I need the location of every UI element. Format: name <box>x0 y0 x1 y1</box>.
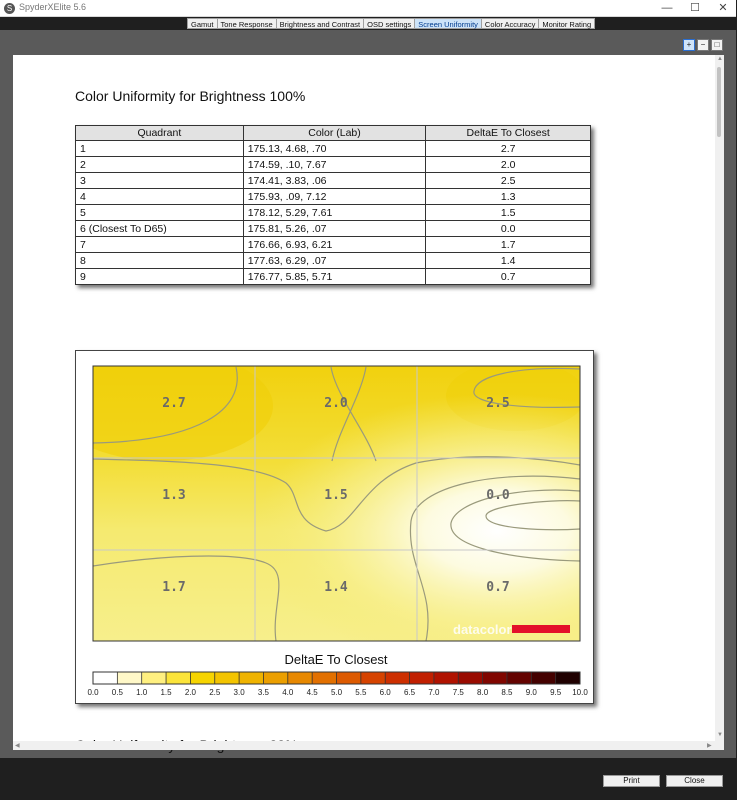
header-color-lab: Color (Lab) <box>243 126 426 141</box>
table-row <box>76 205 591 221</box>
quadrant-cell: 7 <box>76 237 244 253</box>
lab-cell: 175.81, 5.26, .07 <box>243 221 426 237</box>
legend-tick-label: 7.5 <box>452 688 464 697</box>
quadrant-cell: 8 <box>76 253 244 269</box>
bottom-bar <box>0 758 736 800</box>
scroll-left-icon[interactable]: ◀ <box>15 743 20 749</box>
table-row <box>76 141 591 157</box>
datacolor-watermark: datacolor <box>453 622 512 637</box>
legend-tick-label: 4.0 <box>282 688 294 697</box>
color-legend <box>87 672 588 697</box>
vertical-scroll-thumb[interactable] <box>717 67 721 137</box>
legend-swatch <box>507 672 532 684</box>
maximize-button[interactable]: ☐ <box>690 2 700 14</box>
report-tabs <box>187 18 595 29</box>
deltae-cell: 1.7 <box>426 237 591 253</box>
table-row <box>76 189 591 205</box>
uniformity-table <box>75 125 591 285</box>
quadrant-cell: 3 <box>76 173 244 189</box>
zoom-out-icon[interactable]: − <box>697 39 709 51</box>
table-row <box>76 173 591 189</box>
legend-swatch <box>531 672 556 684</box>
legend-tick-label: 8.5 <box>501 688 513 697</box>
legend-tick-label: 5.5 <box>355 688 367 697</box>
minimize-button[interactable]: — <box>661 2 673 14</box>
legend-swatch <box>166 672 191 684</box>
legend-swatch <box>410 672 435 684</box>
legend-tick-label: 1.0 <box>136 688 148 697</box>
lab-cell: 177.63, 6.29, .07 <box>243 253 426 269</box>
lab-cell: 174.59, .10, 7.67 <box>243 157 426 173</box>
legend-swatch <box>215 672 240 684</box>
lab-cell: 175.13, 4.68, .70 <box>243 141 426 157</box>
legend-swatch <box>142 672 167 684</box>
scroll-up-icon[interactable]: ▲ <box>717 56 723 62</box>
quadrant-cell: 6 (Closest To D65) <box>76 221 244 237</box>
deltae-cell: 2.0 <box>426 157 591 173</box>
tab-osd-settings[interactable]: OSD settings <box>363 18 414 29</box>
legend-swatch <box>312 672 337 684</box>
deltae-cell: 1.5 <box>426 205 591 221</box>
watermark-bar <box>512 625 570 633</box>
legend-swatch <box>93 672 118 684</box>
lab-cell: 175.93, .09, 7.12 <box>243 189 426 205</box>
legend-tick-label: 2.0 <box>184 688 196 697</box>
tab-brightness-and-contrast[interactable]: Brightness and Contrast <box>276 18 363 29</box>
legend-swatch <box>361 672 386 684</box>
legend-tick-label: 9.0 <box>525 688 537 697</box>
uniformity-table-box <box>75 125 591 285</box>
legend-tick-label: 6.5 <box>403 688 416 697</box>
legend-swatch <box>239 672 264 684</box>
legend-swatch <box>434 672 459 684</box>
deltae-cell: 0.0 <box>426 221 591 237</box>
legend-tick-label: 1.5 <box>160 688 172 697</box>
zoom-controls <box>683 39 723 51</box>
quadrant-cell: 1 <box>76 141 244 157</box>
quadrant-cell: 4 <box>76 189 244 205</box>
deltae-cell: 1.3 <box>426 189 591 205</box>
map-value-q2: 2.0 <box>324 396 348 411</box>
deltae-cell: 1.4 <box>426 253 591 269</box>
table-row <box>76 157 591 173</box>
legend-title: DeltaE To Closest <box>284 652 388 667</box>
print-button[interactable]: Print <box>603 775 660 787</box>
tab-screen-uniformity[interactable]: Screen Uniformity <box>414 18 481 29</box>
deltae-cell: 2.5 <box>426 173 591 189</box>
scroll-down-icon[interactable]: ▼ <box>717 732 723 738</box>
table-row <box>76 237 591 253</box>
content-area <box>0 30 736 758</box>
table-row <box>76 253 591 269</box>
quadrant-cell: 2 <box>76 157 244 173</box>
table-header-row <box>76 126 591 141</box>
legend-tick-label: 3.5 <box>257 688 270 697</box>
legend-swatch <box>385 672 410 684</box>
legend-tick-label: 0.5 <box>111 688 123 697</box>
deltae-cell: 0.7 <box>426 269 591 285</box>
legend-swatch <box>556 672 581 684</box>
tab-color-accuracy[interactable]: Color Accuracy <box>481 18 538 29</box>
map-value-q6: 0.0 <box>486 488 510 503</box>
zoom-fit-icon[interactable]: □ <box>711 39 723 51</box>
map-value-q3: 2.5 <box>486 396 510 411</box>
map-value-q1: 2.7 <box>162 396 186 411</box>
legend-swatch <box>288 672 313 684</box>
table-row <box>76 269 591 285</box>
horizontal-scrollbar[interactable] <box>13 741 724 750</box>
legend-swatch <box>458 672 483 684</box>
vertical-scrollbar[interactable] <box>715 55 724 741</box>
tab-bar <box>0 17 736 30</box>
legend-swatch <box>337 672 362 684</box>
lab-cell: 178.12, 5.29, 7.61 <box>243 205 426 221</box>
lab-cell: 174.41, 3.83, .06 <box>243 173 426 189</box>
tab-monitor-rating[interactable]: Monitor Rating <box>538 18 595 29</box>
report-page <box>13 55 715 741</box>
lab-cell: 176.66, 6.93, 6.21 <box>243 237 426 253</box>
map-value-q7: 1.7 <box>162 580 186 595</box>
quadrant-cell: 5 <box>76 205 244 221</box>
map-value-q9: 0.7 <box>486 580 510 595</box>
title-bar <box>0 0 736 17</box>
legend-swatch <box>263 672 288 684</box>
tab-tone-response[interactable]: Tone Response <box>217 18 276 29</box>
uniformity-map-box <box>75 350 594 704</box>
scroll-right-icon[interactable]: ▶ <box>707 743 712 749</box>
legend-tick-label: 7.0 <box>428 688 440 697</box>
legend-tick-label: 3.0 <box>233 688 245 697</box>
legend-tick-label: 10.0 <box>572 688 588 697</box>
app-logo-icon: S <box>4 3 15 14</box>
table-row <box>76 221 591 237</box>
window-title: SpyderXElite 5.6 <box>19 2 87 12</box>
legend-swatch <box>117 672 142 684</box>
legend-tick-label: 0.0 <box>87 688 99 697</box>
header-deltae: DeltaE To Closest <box>426 126 591 141</box>
legend-tick-label: 5.0 <box>330 688 343 697</box>
uniformity-map <box>76 351 593 703</box>
legend-tick-label: 6.0 <box>379 688 391 697</box>
close-window-button[interactable]: ✕ <box>718 2 728 14</box>
section-title-100: Color Uniformity for Brightness 100% <box>75 88 306 104</box>
map-value-q4: 1.3 <box>162 488 186 503</box>
close-button[interactable]: Close <box>666 775 723 787</box>
zoom-in-icon[interactable]: + <box>683 39 695 51</box>
map-value-q8: 1.4 <box>324 580 348 595</box>
header-quadrant: Quadrant <box>76 126 244 141</box>
lab-cell: 176.77, 5.85, 5.71 <box>243 269 426 285</box>
legend-swatch <box>190 672 215 684</box>
map-value-q5: 1.5 <box>324 488 348 503</box>
legend-tick-label: 9.5 <box>550 688 562 697</box>
tab-gamut[interactable]: Gamut <box>187 18 217 29</box>
quadrant-cell: 9 <box>76 269 244 285</box>
legend-swatch <box>483 672 508 684</box>
legend-tick-label: 8.0 <box>477 688 489 697</box>
legend-tick-label: 4.5 <box>306 688 318 697</box>
deltae-cell: 2.7 <box>426 141 591 157</box>
legend-tick-label: 2.5 <box>209 688 221 697</box>
